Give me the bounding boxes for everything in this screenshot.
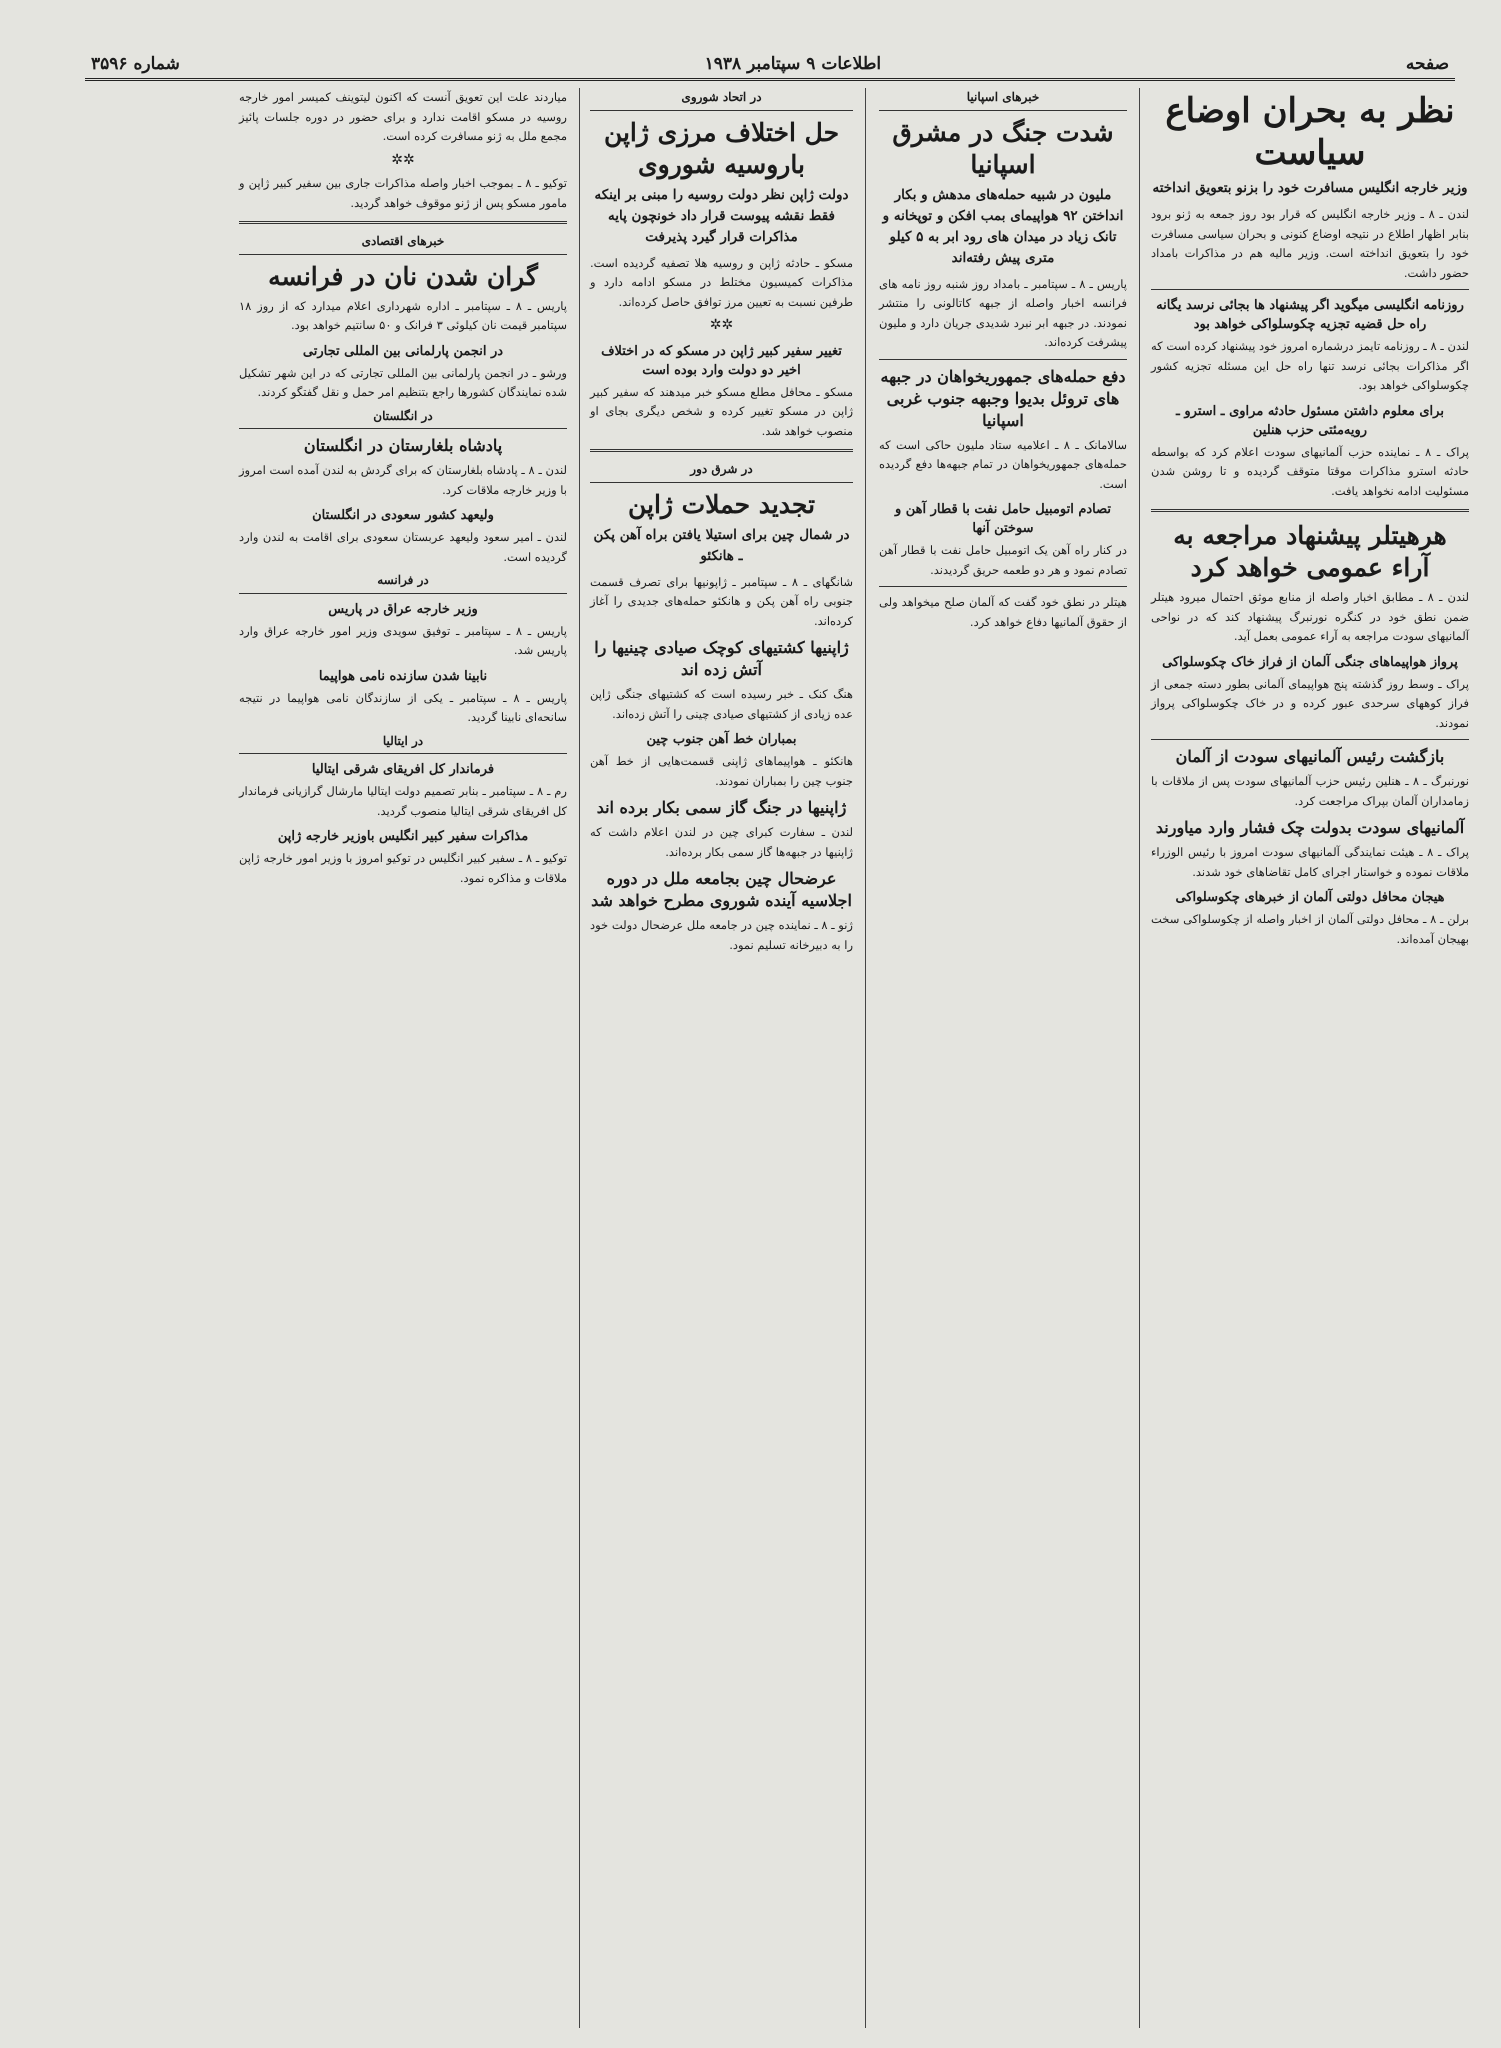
article-headline: هرهیتلر پیشنهاد مراجعه به آراء عمومی خواهد کرد — [1173, 521, 1447, 582]
article-headline: وزیر خارجه عراق در پاریس — [328, 601, 478, 617]
article-headline: نابینا شدن سازنده نامی هواپیما — [318, 668, 488, 684]
issue-number: شماره ۳۵۹۶ — [91, 54, 180, 74]
article-headline: در انجمن پارلمانی بین المللی تجارتی — [302, 343, 504, 359]
article-body: میاردند علت این تعویق آنست که اکنون لیتوینف کمیسر امور خارجه روسیه در مسکو اقامت ندارد و برای حضور در دوره جلسات پائیز مجمع ملل به ژنو مسافرت کرده است. — [239, 90, 567, 143]
section-label: در ایتالیا — [239, 732, 567, 755]
paper-date: اطلاعات ۹ سپتامبر ۱۹۳۸ — [704, 54, 882, 74]
column-rule — [579, 88, 580, 2028]
article-body: پاریس ـ ۸ ـ سپتامبر ـ توفیق سویدی وزیر امور خارجه عراق وارد پاریس شد. — [239, 623, 567, 657]
article-headline: ژاپنیها در جنگ گاز سمی بکار برده اند — [596, 798, 847, 817]
article-body: پراک ـ وسط روز گذشته پنج هواپیمای آلمانی بطور دسته جمعی از فراز کوههای سرحدی عبور کرده و در خاک چکوسلواکی پرواز نمودند. — [1151, 676, 1469, 730]
article-body: توکیو ـ ۸ ـ سفیر کبیر انگلیس در توکیو امروز با وزیر امور خارجه ژاپن ملاقات و مذاکره نمود. — [239, 851, 568, 885]
article-body: لندن ـ ۸ ـ روزنامه تایمز درشماره امروز خود پیشنهاد کرده است که اگر مذاکرات بجائی نرسد تنها راه حل این مسئله تجزیه کشور چکوسلواکی خواهد بود. — [1151, 339, 1470, 392]
column-rule — [865, 88, 866, 2028]
column-3 — [584, 88, 859, 2026]
page-label: صفحه — [1405, 54, 1449, 74]
section-label: در اتحاد شوروی — [590, 88, 853, 111]
article-body: مسکو ـ محافل مطلع مسکو خبر میدهند که سفیر کبیر ژاپن در مسکو تغییر کرده و شخص دیگری بجای او منصوب خواهد شد. — [590, 384, 853, 438]
lead-deck: وزیر خارجه انگلیس مسافرت خود را بزنو بتعویق انداخته — [1152, 180, 1468, 196]
article-headline: بمباران خط آهن جنوب چین — [646, 732, 797, 747]
article-deck: دولت ژاپن نظر دولت روسیه را مبنی بر اینکه فقط نقشه پیوست قرار داد خونچون پایه مذاکرات قرار گیرد پذیرفت — [594, 186, 849, 245]
article-headline: تجدید حملات ژاپن — [627, 489, 816, 519]
article-headline: تغییر سفیر کبیر ژاپن در مسکو که در اختلاف اخیر دو دولت وارد بوده است — [601, 343, 842, 378]
article-body: پاریس ـ ۸ ـ سپتامبر ـ یکی از سازندگان نامی هواپیما در نتیجه سانحه‌ای نابینا گردید. — [239, 690, 567, 724]
article-headline: روزنامه انگلیسی میگوید اگر پیشنهاد ها بجائی نرسد یگانه راه حل قضیه تجزیه چکوسلواکی خواهد بود — [1156, 298, 1464, 332]
article-headline: پرواز هواپیماهای جنگی آلمان از فراز خاک چکوسلواکی — [1162, 654, 1458, 670]
section-label: در شرق دور — [590, 460, 853, 483]
article-headline: عرضحال چین بجامعه ملل در دوره اجلاسیه آینده شوروی مطرح خواهد شد — [591, 869, 852, 910]
section-label: خبرهای اقتصادی — [239, 232, 567, 255]
article-headline: شدت جنگ در مشرق اسپانیا — [892, 117, 1114, 179]
article-headline: دفع حمله‌های جمهوریخواهان در جبهه های تروئل بدیوا وجبهه جنوب غربی اسپانیا — [880, 366, 1126, 430]
ornament-icon: ✲✲ — [391, 151, 415, 168]
article-body: لندن ـ امیر سعود ولیعهد عربستان سعودی برای اقامت به لندن وارد گردیده است. — [239, 530, 567, 564]
article-body: سالامانک ـ ۸ ـ اعلامیه ستاد ملیون حاکی است که حمله‌های جمهوریخواهان در تمام جبهه‌ها دفع گردیده است. — [879, 437, 1127, 491]
article-body: ژنو ـ ۸ ـ نماینده چین در جامعه ملل عرضحال دولت خود را به دبیرخانه تسلیم نمود. — [590, 918, 853, 952]
ornament-icon: ✲✲ — [709, 317, 734, 333]
article-headline: فرماندار کل افریقای شرقی ایتالیا — [311, 762, 495, 777]
article-deck: ملیون در شبیه حمله‌های مدهش و بکار انداختن ۹۲ هواپیمای بمب افکن و توپخانه و تانک زیاد در میدان های رود ابر به ۵ کیلو متری پیش رفته‌اند — [882, 186, 1124, 266]
article-body: برلن ـ ۸ ـ محافل دولتی آلمان از اخبار واصله از چکوسلواکی سخت بهیجان آمده‌اند. — [1151, 912, 1469, 946]
article-headline: بازگشت رئیس آلمانیهای سودت از آلمان — [1175, 747, 1445, 766]
column-1 — [1145, 88, 1475, 2026]
section-label: در فرانسه — [239, 571, 567, 594]
article-body: هیتلر در نطق خود گفت که آلمان صلح میخواهد ولی از حقوق آلمانیها دفاع خواهد کرد. — [879, 595, 1127, 629]
masthead — [85, 50, 1455, 81]
article-headline: گران شدن نان در فرانسه — [268, 261, 538, 291]
article-body: لندن ـ ۸ ـ پادشاه بلغارستان که برای گردش به لندن آمده است امروز با وزیر خارجه ملاقات کرد. — [239, 463, 567, 497]
article-headline: ژاپنیها کشتیهای کوچک صیادی چینیها را آتش زده اند — [594, 638, 849, 679]
article-body: پاریس ـ ۸ ـ سپتامبر ـ بامداد روز شنبه روز نامه های فرانسه اخبار واصله از جبهه کاتالونی را منتشر نمودند. در جبهه ابر نبرد شدیدی جریان دارد و ملیون پیشرفت کرده‌اند. — [879, 276, 1127, 349]
column-rule — [1139, 88, 1140, 2028]
article-body: هانکئو ـ هواپیماهای ژاپنی قسمت‌هایی از خط آهن جنوب چین را بمباران نمودند. — [590, 754, 853, 788]
article-deck: در شمال چین برای استیلا یافتن براه آهن پکن ـ هانکئو — [593, 526, 850, 564]
article-headline: مذاکرات سفیر کبیر انگلیس باوزیر خارجه ژاپن — [277, 829, 529, 844]
article-body: هنگ کنک ـ خبر رسیده است که کشتیهای جنگی ژاپن عده زیادی از کشتیهای صیادی چینی را آتش زده‌اند. — [590, 687, 853, 721]
article-body: در کنار راه آهن یک اتومبیل حامل نفت با قطار آهن تصادم نمود و هر دو طعمه حریق گردیدند. — [879, 543, 1127, 577]
article-body: پاریس ـ ۸ ـ سپتامبر ـ اداره شهرداری اعلام میدارد که از روز ۱۸ سپتامبر قیمت نان کیلوئی ۳ فرانک و ۵۰ سانتیم خواهد بود. — [239, 298, 567, 332]
article-headline: آلمانیهای سودت بدولت چک فشار وارد میاورند — [1155, 818, 1465, 837]
article-body: شانگهای ـ ۸ ـ سپتامبر ـ ژاپونیها برای تصرف قسمت جنوبی راه آهن پکن و هانکئو حمله‌های جدیدی را آغاز کرده‌اند. — [590, 574, 853, 628]
section-label: در انگلستان — [239, 407, 567, 430]
article-headline: ولیعهد کشور سعودی در انگلستان — [312, 508, 494, 523]
article-headline: حل اختلاف مرزی ژاپن باروسیه شوروی — [603, 117, 840, 179]
article-body: لندن ـ ۸ ـ وزیر خارجه انگلیس که قرار بود روز جمعه به ژنو برود بنابر اظهار اطلاع در نتیجه اوضاع کنونی و بحران سیاسی مسافرت خود را بتعویق انداخته است. وزیر مالیه هم در مذاکرات بامداد حضور داشت. — [1151, 207, 1470, 280]
column-2 — [873, 88, 1133, 2026]
column-4 — [233, 88, 573, 2026]
article-body: رم ـ ۸ ـ سپتامبر ـ بنابر تصمیم دولت ایتالیا مارشال گرازیانی فرماندار کل افریقای شرقی ایتالیا منصوب گردید. — [239, 784, 567, 818]
article-body: مسکو ـ حادثه ژاپن و روسیه هلا تصفیه گردیده است. مذاکرات کمیسیون مختلط در مسکو ادامه دارد و طرفین نسبت به تعیین مرز توافق حاصل کرده‌اند. — [590, 255, 853, 309]
article-body: توکیو ـ ۸ ـ بموجب اخبار واصله مذاکرات جاری بین سفیر کبیر ژاپن و مامور مسکو پس از ژنو موقوف خواهد گردید. — [239, 176, 567, 210]
article-headline: برای معلوم داشتن مسئول حادثه مراوی ـ استرو ـ رویه‌مئتی حزب هنلین — [1176, 403, 1444, 438]
article-body: پراک ـ ۸ ـ نماینده حزب آلمانیهای سودت اعلام کرد که بواسطه حادثه استرو مذاکرات موقتا متوقف گردیده و تا روشن شدن مسئولیت ادامه نخواهد یافت. — [1151, 444, 1469, 498]
section-label: خبرهای اسپانیا — [879, 88, 1127, 111]
article-headline: پادشاه بلغارستان در انگلستان — [303, 436, 503, 455]
article-headline: هیجان محافل دولتی آلمان از خبرهای چکوسلواکی — [1175, 890, 1445, 905]
article-body: پراک ـ ۸ ـ هیئت نمایندگی آلمانیهای سودت امروز با رئیس الوزراء ملاقات نموده و خواستار اجرای کامل تقاضاهای خود شدند. — [1151, 845, 1469, 879]
article-body: لندن ـ ۸ ـ مطابق اخبار واصله از منابع موثق احتمال میرود هیتلر ضمن نطق خود در کنگره نورنبرگ پیشنهاد کند که در نواحی آلمانیهای سودت مراجعه به آراء عمومی بعمل آید. — [1151, 590, 1469, 643]
article-body: ورشو ـ در انجمن پارلمانی بین المللی تجارتی که در این شهر تشکیل شده نمایندگان کشورها راجع بتنظیم امر حمل و نقل گفتگو کردند. — [239, 365, 567, 399]
article-body: نورنبرگ ـ ۸ ـ هنلین رئیس حزب آلمانیهای سودت پس از ملاقات با زمامداران آلمان بپراک مراجعت کرد. — [1151, 774, 1469, 808]
article-body: لندن ـ سفارت کبرای چین در لندن اعلام داشت که ژاپنیها در جبهه‌ها گاز سمی بکار برده‌اند. — [590, 825, 853, 859]
article-headline: تصادم اتومبیل حامل نفت با قطار آهن و سوختن آنها — [894, 502, 1112, 536]
lead-headline: نظر به بحران اوضاع سیاست — [1165, 91, 1455, 173]
